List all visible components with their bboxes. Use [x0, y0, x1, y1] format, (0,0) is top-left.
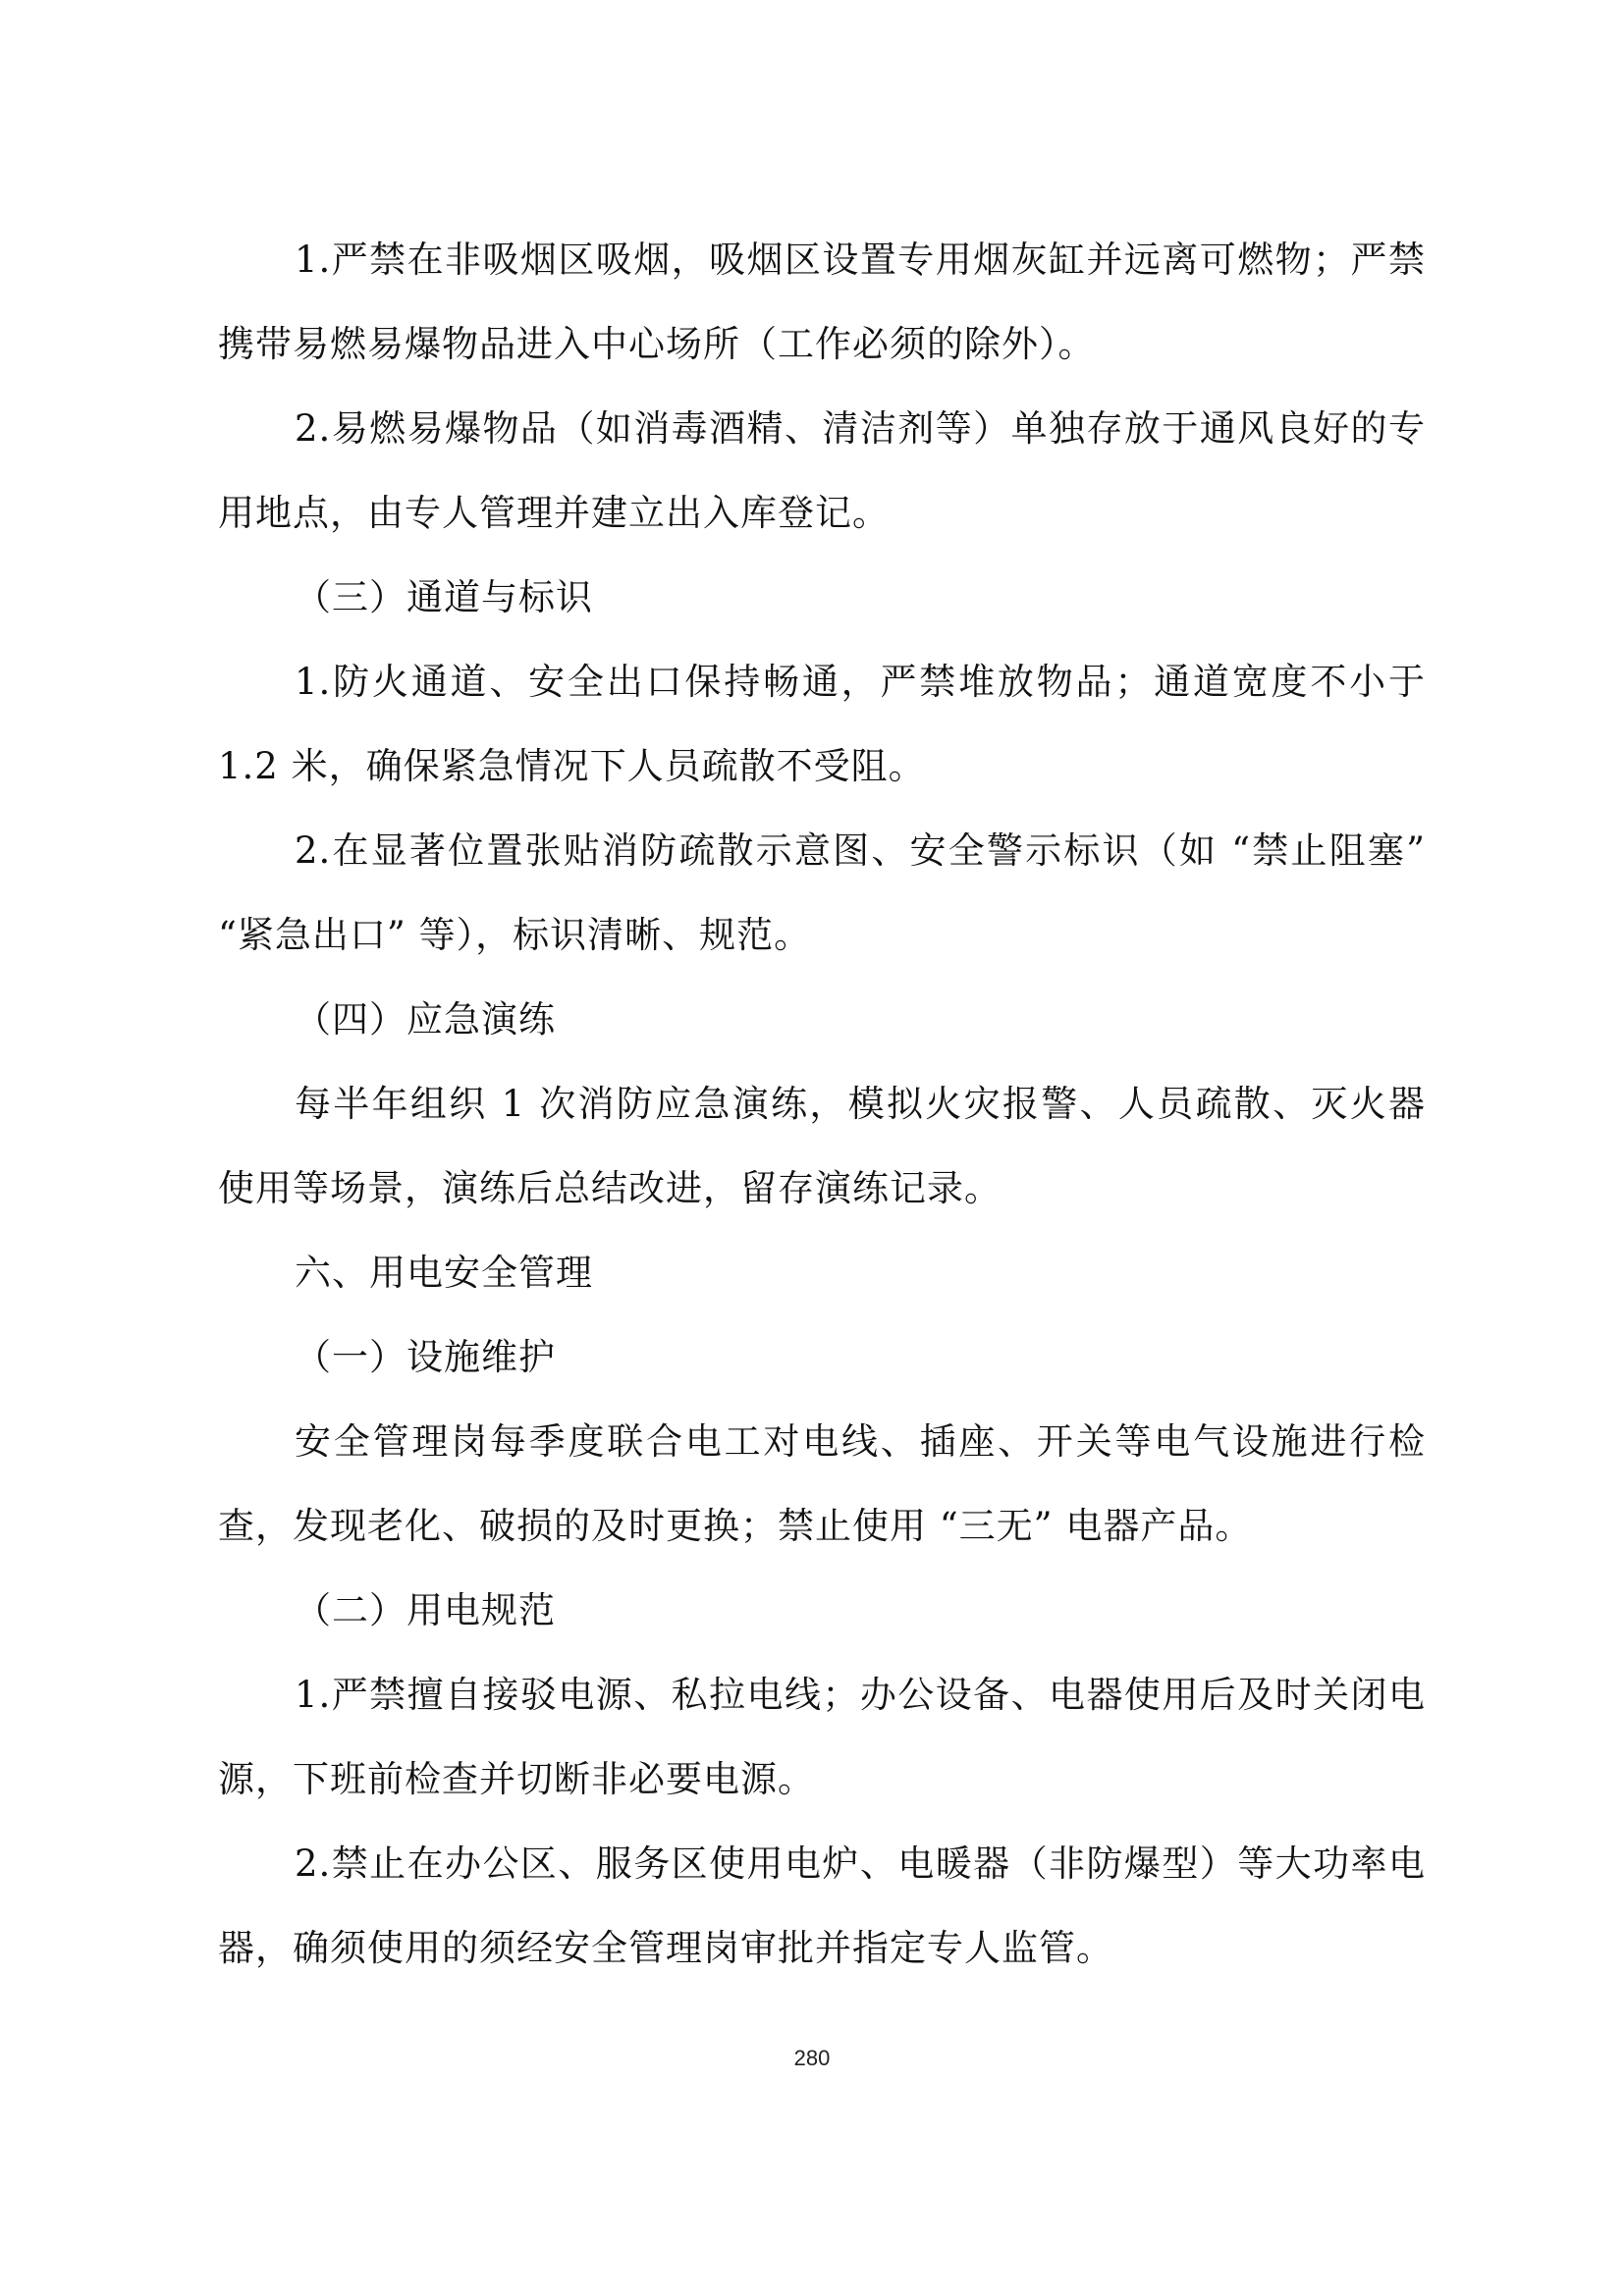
paragraph-high-power-appliances: 2.禁止在办公区、服务区使用电炉、电暖器（非防爆型）等大功率电器，确须使用的须经安全管理岗审批并指定专人监管。 [218, 1842, 1426, 1969]
paragraph-flammable-storage: 2.易燃易爆物品（如消毒酒精、清洁剂等）单独存放于通风良好的专用地点，由专人管理并建立出入库登记。 [218, 407, 1426, 534]
paragraph-smoking-ban: 1.严禁在非吸烟区吸烟，吸烟区设置专用烟灰缸并远离可燃物；严禁携带易燃易爆物品进入中心场所（工作必须的除外）。 [218, 239, 1426, 365]
paragraph-no-private-wiring: 1.严禁擅自接驳电源、私拉电线；办公设备、电器使用后及时关闭电源，下班前检查并切断非必要电源。 [218, 1674, 1426, 1800]
page-number: 280 [793, 2046, 831, 2070]
paragraph-quarterly-inspection: 安全管理岗每季度联合电工对电线、插座、开关等电气设施进行检查，发现老化、破损的及时更换；禁止使用 “三无” 电器产品。 [218, 1420, 1426, 1547]
document-body [218, 218, 1426, 1991]
paragraph-drill-schedule: 每半年组织 1 次消防应急演练，模拟火灾报警、人员疏散、灭火器使用等场景，演练后总结改进，留存演练记录。 [218, 1083, 1426, 1209]
section-heading-passages-signs: （三）通道与标识 [295, 576, 593, 618]
section-heading-electricity-rules: （二）用电规范 [295, 1589, 556, 1631]
section-heading-facility-maintenance: （一）设施维护 [295, 1336, 556, 1378]
paragraph-fire-passages: 1.防火通道、安全出口保持畅通，严禁堆放物品；通道宽度不小于 1.2 米，确保紧急情况下人员疏散不受阻。 [218, 661, 1426, 787]
section-heading-emergency-drill: （四）应急演练 [295, 998, 556, 1041]
paragraph-evacuation-signs: 2.在显著位置张贴消防疏散示意图、安全警示标识（如 “禁止阻塞” “紧急出口” 等），标识清晰、规范。 [218, 829, 1426, 956]
chapter-heading-electrical-safety: 六、用电安全管理 [295, 1252, 593, 1294]
